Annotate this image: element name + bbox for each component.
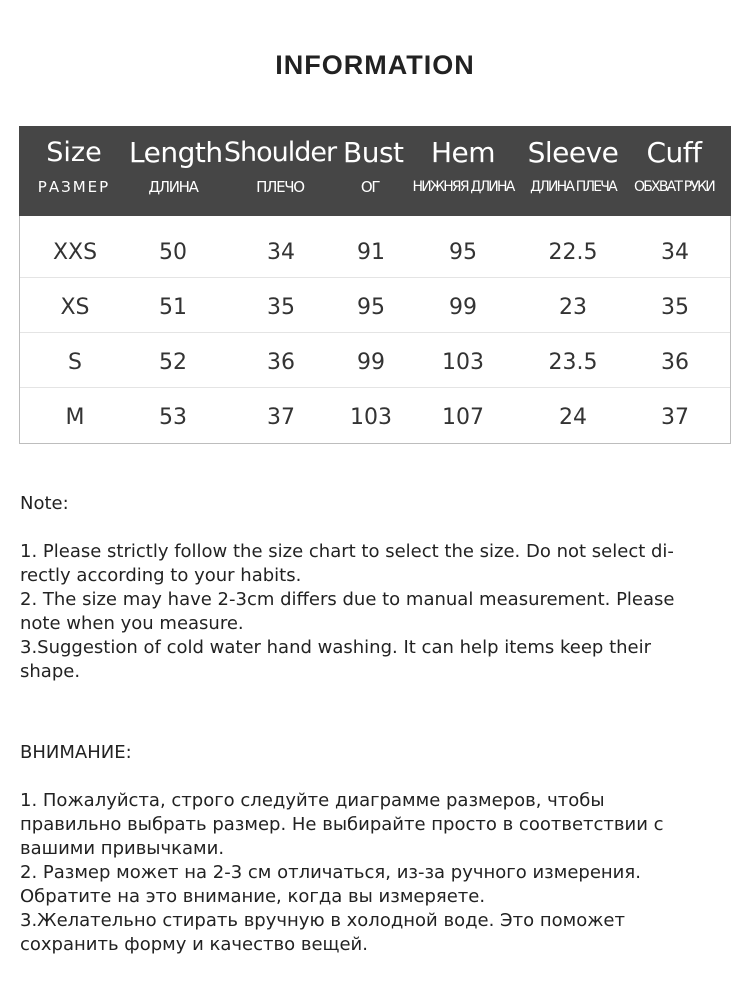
header-length bbox=[129, 126, 223, 216]
note-line: note when you measure. bbox=[20, 613, 244, 634]
header-sleeve-en: Sleeve bbox=[527, 136, 619, 169]
header-size-en: Size bbox=[46, 137, 102, 168]
note-line: 2. The size may have 2-3cm differs due to manual measurement. Please bbox=[20, 589, 675, 610]
cell-cuff: 37 bbox=[661, 405, 689, 430]
page-title: INFORMATION bbox=[275, 50, 475, 80]
header-size-ru: РАЗМЕР bbox=[37, 178, 111, 196]
header-sleeve-ru: ДЛИНА ПЛЕЧА bbox=[530, 179, 616, 195]
table-row bbox=[20, 388, 730, 442]
size-chart-table bbox=[19, 126, 731, 444]
note-line: rectly according to your habits. bbox=[20, 565, 302, 586]
cell-hem: 99 bbox=[449, 295, 477, 320]
header-shoulder-ru: ПЛЕЧО bbox=[256, 178, 304, 196]
cell-length: 50 bbox=[159, 240, 187, 265]
note-line: вашими привычками. bbox=[20, 838, 225, 859]
cell-bust: 91 bbox=[357, 240, 385, 265]
cell-hem: 103 bbox=[442, 350, 484, 375]
header-hem-ru: НИЖНЯЯ ДЛИНА bbox=[412, 179, 514, 195]
header-cuff-ru: ОБХВАТ РУКИ bbox=[634, 179, 714, 195]
table-header bbox=[19, 126, 731, 216]
cell-cuff: 34 bbox=[661, 240, 689, 265]
header-shoulder-en: Shoulder bbox=[223, 137, 337, 168]
note-line: сохранить форму и качество вещей. bbox=[20, 934, 368, 955]
table-row bbox=[20, 223, 730, 278]
header-bust-en: Bust bbox=[343, 136, 404, 169]
note-heading: Note: bbox=[20, 493, 69, 514]
cell-length: 52 bbox=[159, 350, 187, 375]
cell-length: 51 bbox=[159, 295, 187, 320]
header-shoulder bbox=[217, 126, 343, 216]
cell-shoulder: 36 bbox=[267, 350, 295, 375]
cell-sleeve: 24 bbox=[559, 405, 587, 430]
table-row bbox=[20, 278, 730, 333]
table-row bbox=[20, 333, 730, 388]
header-length-en: Length bbox=[129, 136, 223, 169]
note-line: 2. Размер может на 2-3 см отличаться, из-за ручного измерения. bbox=[20, 862, 641, 883]
cell-cuff: 36 bbox=[661, 350, 689, 375]
cell-hem: 107 bbox=[442, 405, 484, 430]
cell-size: XS bbox=[60, 295, 90, 320]
cell-cuff: 35 bbox=[661, 295, 689, 320]
header-cuff-en: Cuff bbox=[646, 136, 702, 169]
cell-shoulder: 35 bbox=[267, 295, 295, 320]
cell-shoulder: 34 bbox=[267, 240, 295, 265]
note-line: 3.Желательно стирать вручную в холодной воде. Это поможет bbox=[20, 910, 625, 931]
cell-length: 53 bbox=[159, 405, 187, 430]
note-russian bbox=[20, 741, 720, 957]
note-line: 3.Suggestion of cold water hand washing. It can help items keep their bbox=[20, 637, 652, 658]
cell-bust: 95 bbox=[357, 295, 385, 320]
header-hem bbox=[402, 126, 524, 216]
cell-size: XXS bbox=[52, 240, 98, 265]
note-line: Обратите на это внимание, когда вы измеряете. bbox=[20, 886, 486, 907]
note-line: shape. bbox=[20, 661, 81, 682]
header-cuff bbox=[624, 126, 724, 216]
cell-size: M bbox=[65, 405, 85, 430]
note-heading: ВНИМАНИЕ: bbox=[20, 742, 132, 763]
cell-bust: 99 bbox=[357, 350, 385, 375]
note-line: правильно выбрать размер. Не выбирайте просто в соответствии с bbox=[20, 814, 664, 835]
cell-shoulder: 37 bbox=[267, 405, 295, 430]
note-line: 1. Пожалуйста, строго следуйте диаграмме размеров, чтобы bbox=[20, 790, 605, 811]
header-bust bbox=[343, 126, 404, 216]
spacer bbox=[20, 765, 720, 789]
header-length-ru: ДЛИНА bbox=[148, 178, 198, 196]
spacer bbox=[20, 516, 720, 540]
cell-hem: 95 bbox=[449, 240, 477, 265]
note-english bbox=[20, 492, 720, 684]
cell-sleeve: 23 bbox=[559, 295, 587, 320]
header-hem-en: Hem bbox=[430, 136, 496, 169]
cell-sleeve: 22.5 bbox=[548, 240, 598, 265]
cell-size: S bbox=[68, 350, 82, 375]
header-size bbox=[19, 126, 129, 216]
note-line: 1. Please strictly follow the size chart to select the size. Do not select di- bbox=[20, 541, 674, 562]
header-bust-ru: ОГ bbox=[360, 178, 380, 196]
cell-sleeve: 23.5 bbox=[548, 350, 598, 375]
cell-bust: 103 bbox=[350, 405, 392, 430]
header-sleeve bbox=[522, 126, 624, 216]
